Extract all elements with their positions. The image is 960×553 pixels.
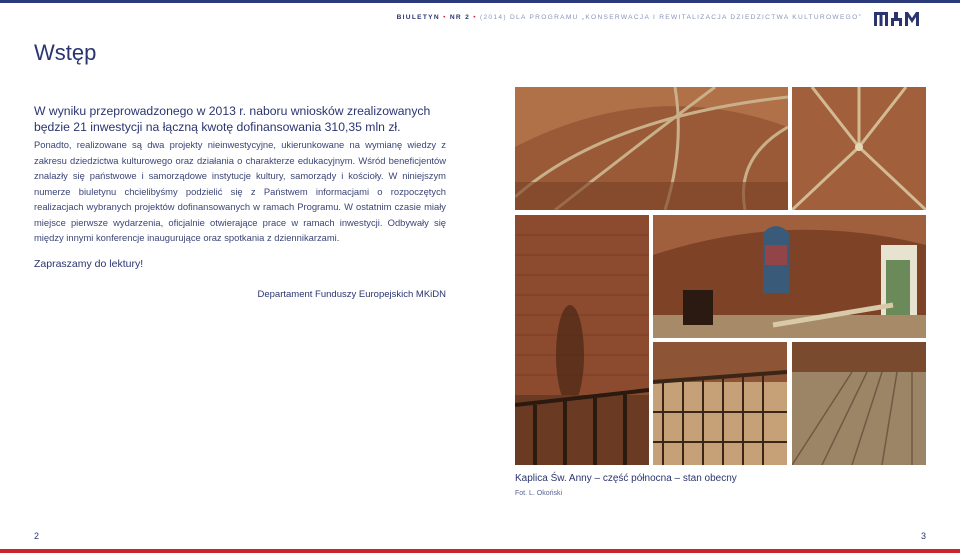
invitation-text: Zapraszamy do lektury! bbox=[34, 258, 144, 270]
photo-vault-ceiling-1 bbox=[515, 87, 788, 210]
photo-credit: Fot. L. Okoński bbox=[515, 490, 563, 497]
mkidn-logo-icon bbox=[874, 10, 926, 26]
header-separator: • bbox=[473, 14, 477, 21]
photo-brick-wall-shadow bbox=[515, 215, 649, 465]
bottom-accent-bar bbox=[0, 549, 960, 553]
header-bulletin: BIULETYN bbox=[396, 14, 440, 21]
page-title: Wstęp bbox=[34, 40, 97, 65]
photo-railing-floor bbox=[653, 342, 787, 465]
header-issue: NR 2 bbox=[449, 14, 471, 21]
photo-chapel-interior bbox=[653, 215, 926, 338]
signature: Departament Funduszy Europejskich MKiDN bbox=[257, 289, 446, 300]
lead-paragraph: W wyniku przeprowadzonego w 2013 r. naboru wniosków zrealizowanych będzie 21 inwestycji na łączną kwotę dofinansowania 310,35 mln zł. bbox=[34, 104, 431, 134]
photo-vault-ceiling-2 bbox=[792, 87, 926, 210]
photo-wooden-floor bbox=[792, 342, 926, 465]
page-number-right: 3 bbox=[920, 531, 926, 541]
page-number-left: 2 bbox=[34, 531, 40, 541]
running-header bbox=[397, 14, 862, 21]
photo-caption: Kaplica Św. Anny – część północna – stan obecny bbox=[515, 473, 737, 484]
header-separator: • bbox=[443, 14, 447, 21]
header-year: (2014) bbox=[479, 14, 507, 21]
top-accent-bar bbox=[0, 0, 960, 3]
body-paragraph: Ponadto, realizowane są dwa projekty nieinwestycyjne, ukierunkowane na wymianę wiedzy z zakresu dziedzictwa kulturowego oraz działania o charakterze edukacyjnym. Wśród beneficjentów znalazły się państwowe i samorządowe instytucje kultury, samorządy i kościoły. W niniejszym numerze biuletynu chcielibyśmy podzielić się z Państwem informacjami o rozpoczętych realizacjach wybranych projektów dofinansowanych w ramach Programu. W ostatnim czasie miały miejsce pierwsze wydarzenia, oficjalnie otwierające prace w ramach inwestycji. Odbywały się między innymi konferencje inaugurujące oraz spotkania z dziennikarzami. bbox=[34, 139, 446, 243]
header-program: DLA PROGRAMU „KONSERWACJA I REWITALIZACJA DZIEDZICTWA KULTUROWEGO” bbox=[509, 14, 862, 21]
